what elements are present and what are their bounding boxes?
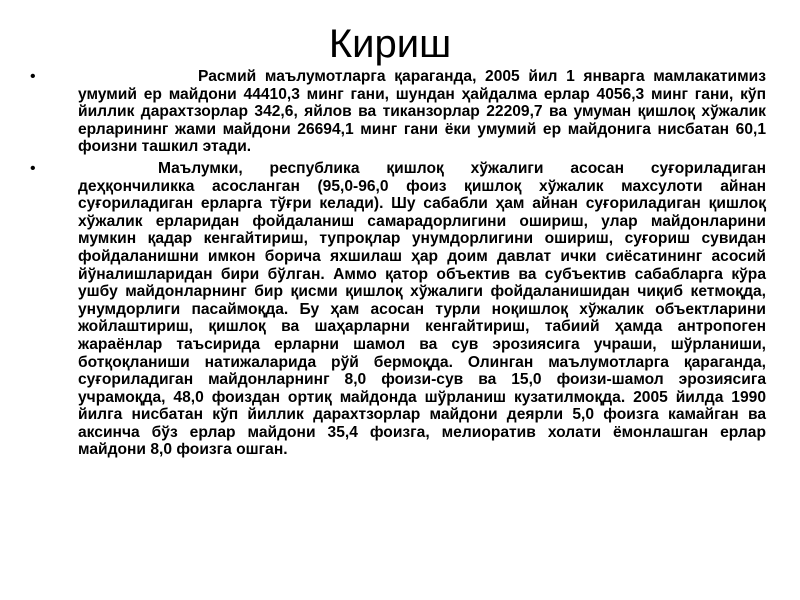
bullet-marker: • [30, 68, 36, 85]
bullet-text-1: Расмий маълумотларга қараганда, 2005 йил 1 январга мамлакатимиз умумий ер майдони 44410,3 минг гани, шундан ҳайдалма ерлар 4056,3 минг гани, кўп йиллик дарахтзорлар 342,6, яйлов ва тиканзорлар 22209,7 ва умуман қишлоқ хўжалик ерларининг жами майдони 26694,1 минг гани ёки умумий ер майдонига нисбатан 60,1 фоизни ташкил этади. [78, 68, 766, 156]
slide-title: Кириш [328, 22, 452, 66]
bullet-marker: • [30, 159, 36, 177]
bullet-item-1 [30, 68, 766, 156]
bullet-text-2: Маълумки, республика қишлоқ хўжалиги асосан суғориладиган деҳқончиликка асосланган (95,0-96,0 фоиз қишлоқ хўжалик махсулоти айнан суғориладиган ерларга тўғри келади). Шу сабабли ҳам айнан суғориладиган қишлоқ хўжалик ерларидан фойдаланиш самарадорлигини ошириш, улар майдонларини мумкин қадар кенгайтириш, тупроқлар унумдорлигини ошириш, суғориш сувидан фойдаланишни имкон борича яхшилаш ҳар доим давлат ички сиёсатининг асосий йўналишларидан бири бўлган. Аммо қатор объектив ва субъектив сабабларга кўра ушбу майдонларнинг бир қисми қишлоқ хўжалиги фойдаланишидан чиқиб кетмоқда, унумдорлиги пасаймоқда. Бу ҳам асосан турли ноқишлоқ хўжалик объектларини жойлаштириш, қишлоқ ва шаҳарларни кенгайтириш, табиий ҳамда антропоген жараёнлар таъсирида ерларни шамол ва сув эрозиясига учраши, шўрланиши, ботқоқланиши натижаларида рўй бермоқда. Олинган маълумотларга қараганда, суғориладиган майдонларнинг 8,0 фоизи-сув ва 15,0 фоизи-шамол эрозиясига учрамоқда, 48,0 фоиздан ортиқ майдонда шўрланиш кузатилмоқда. 2005 йилда 1990 йилга нисбатан кўп йиллик дарахтзорлар майдони деярли 5,0 фоизга камайган ва аксинча бўз ерлар майдони 35,4 фоизга, мелиоратив холати ёмонлашган ерлар майдони 8,0 фоизга ошган. [78, 159, 766, 459]
slide-body [30, 68, 766, 459]
bullet-item-2 [30, 160, 766, 459]
